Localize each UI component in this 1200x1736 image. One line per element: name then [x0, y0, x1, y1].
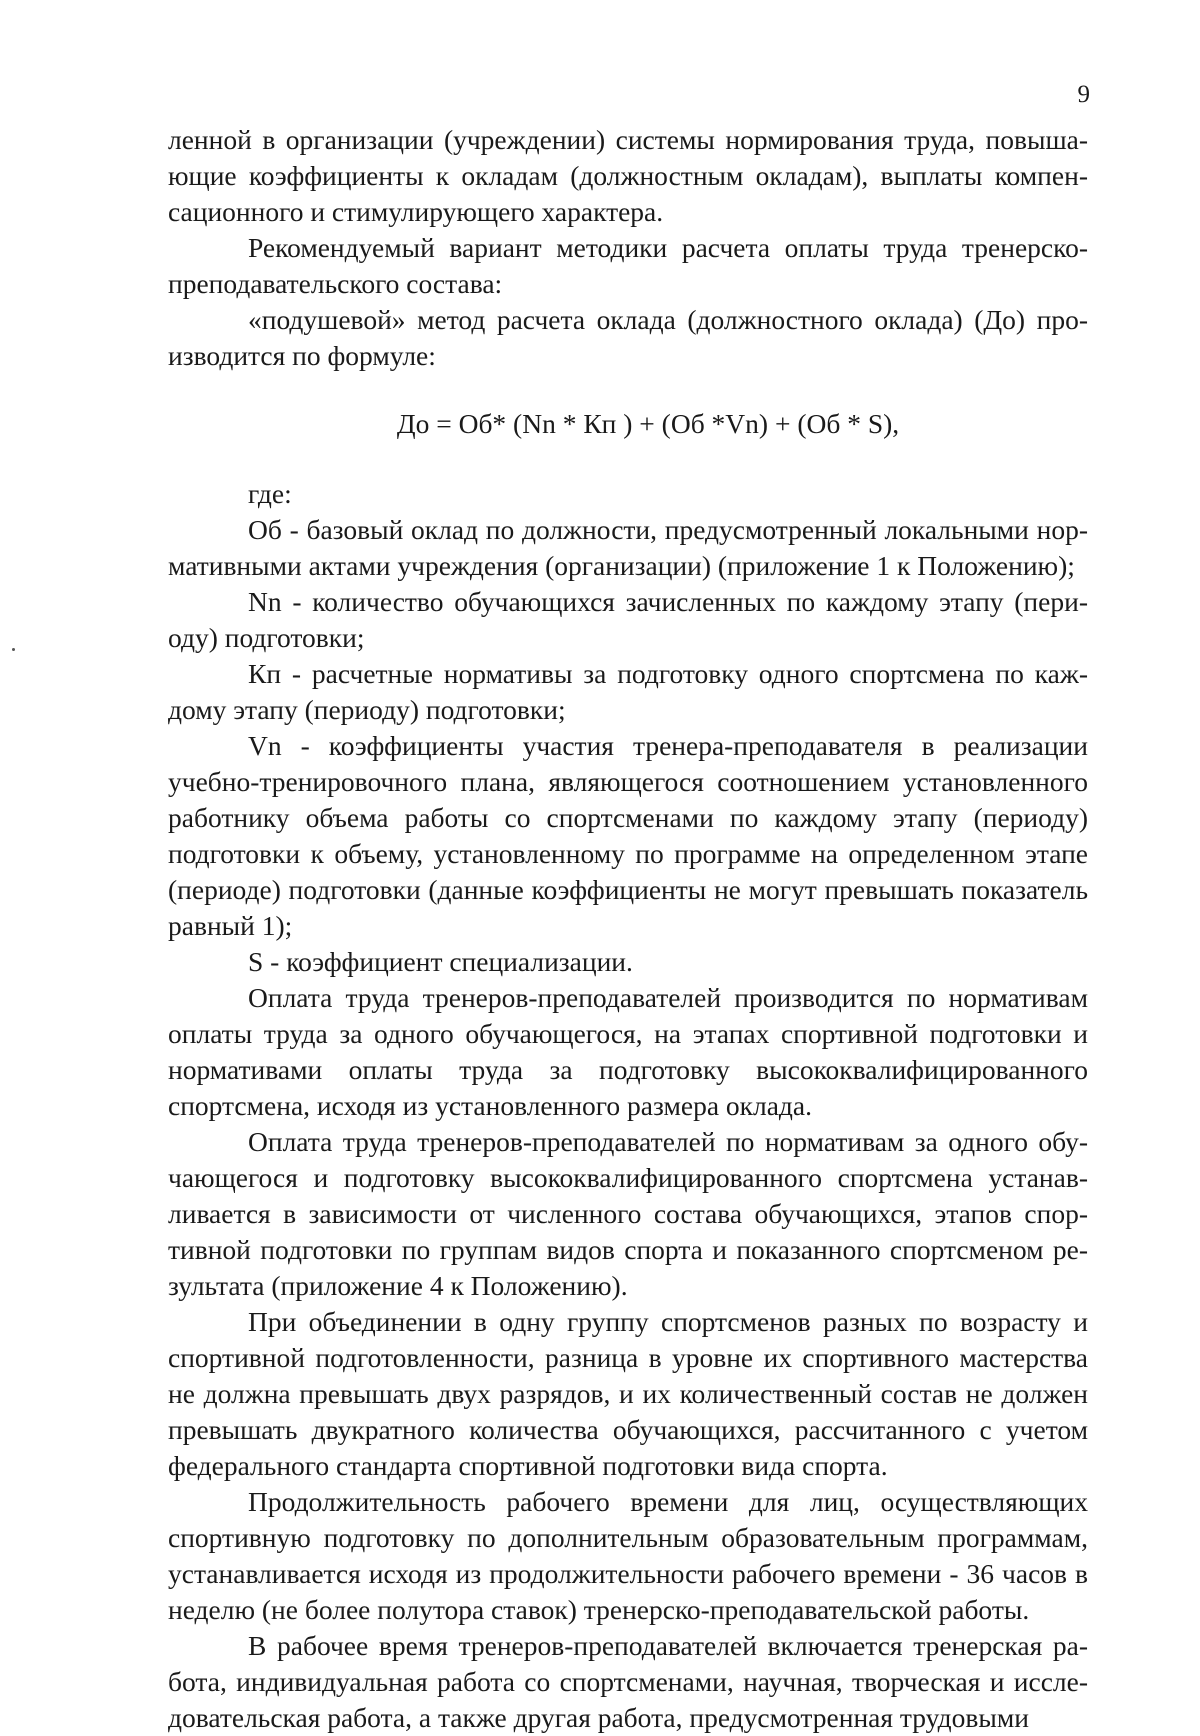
paragraph-working-time-content: В рабочее время тренеров-преподавателей включается тренерская работа, индивидуальная работа со спортсменами, научная, творческая и исследовательская работа, а также другая работа, предусмотренная трудовыми: [168, 1630, 1088, 1733]
scan-mark: [12, 648, 15, 651]
definition-base-salary: Об - базовый оклад по должности, предусмотренный локальными нормативными актами учреждения (организации) (приложение 1 к Положению);: [168, 514, 1088, 581]
definition-students-count: Nn - количество обучающихся зачисленных по каждому этапу (периоду) подготовки;: [168, 586, 1088, 653]
definition-participation-coefficient: Vn - коэффициенты участия тренера-преподавателя в реализации учебно-тренировочного плана, являющегося соотношением установленного работнику объема работы со спортсменами по каждому этапу (периоду) подготовки к объему, установленному по программе на определенном этапе (периоде) подготовки (данные коэффициенты не могут превышать показатель равный 1);: [168, 730, 1088, 941]
paragraph-working-hours: Продолжительность рабочего времени для лиц, осуществляющих спортивную подготовку по дополнительным образовательным программам, устанавливается исходя из продолжительности рабочего времени - 36 часов в неделю (не более полутора ставок) тренерско-преподавательской работы.: [168, 1486, 1088, 1625]
salary-formula: До = Об* (Nn * Кп ) + (Об *Vn) + (Об * S),: [396, 408, 900, 439]
paragraph-payment-dependency: Оплата труда тренеров-преподавателей по нормативам за одного обучающегося и подготовку высококвалифицированного спортсмена устанавливается в зависимости от численного состава обучающихся, этапов спортивной подготовки по группам видов спорта и показанного спортсменом результата (приложение 4 к Положению).: [168, 1126, 1088, 1301]
paragraph-payment-norms: Оплата труда тренеров-преподавателей производится по нормативам оплаты труда за одного обучающегося, на этапах спортивной подготовки и нормативами оплаты труда за подготовку высококвалифицированного спортсмена, исходя из установленного размера оклада.: [168, 982, 1088, 1121]
definition-where: где:: [248, 478, 292, 509]
definition-norms: Кп - расчетные нормативы за подготовку одного спортсмена по каждому этапу (периоду) подготовки;: [168, 658, 1088, 725]
paragraph-method-intro: Рекомендуемый вариант методики расчета оплаты труда тренерско-преподавательского состава:: [168, 232, 1088, 299]
definition-specialization: S - коэффициент специализации.: [248, 946, 633, 977]
page-number: 9: [1077, 81, 1090, 108]
paragraph-continued: ленной в организации (учреждении) системы нормирования труда, повышающие коэффициенты к окладам (должностным окладам), выплаты компенсационного и стимулирующего характера.: [168, 124, 1088, 227]
document-body: [168, 122, 1088, 1736]
paragraph-group-merging: При объединении в одну группу спортсменов разных по возрасту и спортивной подготовленности, разница в уровне их спортивного мастерства не должна превышать двух разрядов, и их количественный состав не должен превышать двукратного количества обучающихся, рассчитанного с учетом федерального стандарта спортивной подготовки вида спорта.: [168, 1306, 1088, 1481]
paragraph-formula-intro: «подушевой» метод расчета оклада (должностного оклада) (До) производится по формуле:: [168, 304, 1088, 371]
